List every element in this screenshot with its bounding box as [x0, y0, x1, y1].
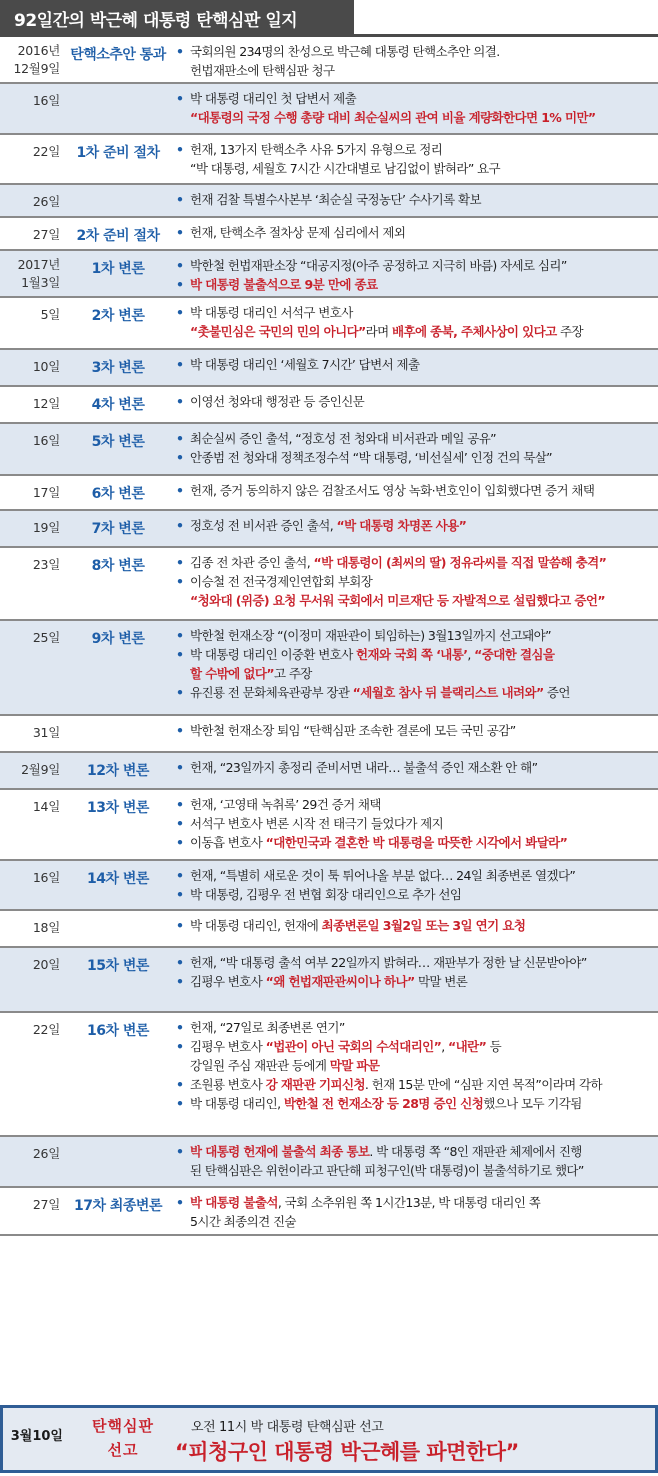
row-items [174, 953, 652, 991]
bullet-icon: • [176, 1077, 184, 1092]
row-date-line: 31일 [32, 725, 60, 740]
row-items [174, 481, 652, 500]
row-date [0, 761, 60, 779]
timeline-row [0, 84, 658, 135]
bullet-icon: • [176, 918, 184, 933]
row-item [174, 1193, 652, 1212]
row-date-line: 26일 [32, 194, 60, 209]
highlight-text: “박 대통령 차명폰 사용” [336, 518, 467, 533]
highlight-text: “중대한 결심을 [474, 647, 555, 662]
highlight-text: “왜 헌법재판관씨이나 하나” [265, 974, 415, 989]
bullet-icon: • [176, 258, 184, 273]
row-date [0, 42, 60, 78]
row-item [174, 1212, 652, 1231]
row-items [174, 190, 652, 209]
timeline-row [0, 387, 658, 424]
row-item [174, 1018, 652, 1037]
row-items [174, 721, 652, 740]
row-item [174, 108, 652, 127]
timeline-row [0, 218, 658, 251]
row-item [174, 429, 652, 448]
item-text: 정호성 전 비서관 증인 출석, [190, 518, 337, 533]
row-stage: 탄핵소추안 통과 [70, 47, 166, 63]
item-text: 박 대통령 대리인 이중환 변호사 [190, 647, 357, 662]
row-date [0, 1196, 60, 1214]
row-date-line: 2월9일 [21, 762, 60, 777]
timeline-row [0, 298, 658, 350]
item-text: 박한철 헌법재판소장 “대공지정(아주 공정하고 지극히 바름) 자세로 심리” [190, 258, 567, 273]
timeline-row [0, 424, 658, 476]
item-text: 박 대통령 대리인 ‘세월호 7시간’ 답변서 제출 [190, 357, 420, 372]
item-text: 했으나 모두 기각됨 [483, 1096, 582, 1111]
item-text: 박한철 헌재소장 퇴임 “탄핵심판 조속한 결론에 모든 국민 공감” [190, 723, 516, 738]
row-date [0, 484, 60, 502]
timeline-row [0, 948, 658, 1013]
row-date [0, 1145, 60, 1163]
row-items [174, 429, 652, 467]
bullet-icon: • [176, 357, 184, 372]
timeline-row [0, 1188, 658, 1236]
page-title: 92일간의 박근혜 대통령 탄핵심판 일지 [14, 11, 298, 31]
item-text: 유진룡 전 문화체육관광부 장관 [190, 685, 353, 700]
bullet-icon: • [176, 431, 184, 446]
row-date [0, 919, 60, 937]
row-date-line: 5일 [40, 307, 60, 322]
row-item [174, 89, 652, 108]
row-date [0, 629, 60, 647]
row-item [174, 553, 652, 572]
item-text: 국회의원 234명의 찬성으로 박근혜 대통령 탄핵소추안 의결. [190, 44, 500, 59]
item-text: 헌재, 탄핵소추 절차상 문제 심리에서 제외 [190, 225, 406, 240]
item-text: 이승철 전 전국경제인연합회 부회장 [190, 574, 373, 589]
row-item [174, 795, 652, 814]
bullet-icon: • [176, 142, 184, 157]
highlight-text: “세월호 참사 뒤 블랙리스트 내려와” [352, 685, 544, 700]
item-text: 이동흡 변호사 [190, 835, 266, 850]
row-items [174, 516, 652, 535]
timeline-row [0, 621, 658, 716]
highlight-text: “청와대 (위증) 요청 무서워 국회에서 미르재단 등 자발적으로 설립했다고 증언” [190, 593, 605, 608]
item-text: 된 탄핵심판은 위헌이라고 판단해 피청구인(박 대통령)이 불출석하기로 했다” [190, 1163, 584, 1178]
highlight-text: “내란” [448, 1039, 487, 1054]
item-text: 헌재, “특별히 새로운 것이 툭 튀어나올 부분 없다… 24일 최종변론 열겠다” [190, 868, 576, 883]
highlight-text: “촛불민심은 국민의 민의 아니다” [190, 324, 366, 339]
highlight-text: “대한민국과 결혼한 박 대통령을 따뜻한 시각에서 봐달라” [265, 835, 568, 850]
row-stage: 14차 변론 [87, 871, 149, 887]
row-items [174, 795, 652, 852]
item-text: 김평우 변호사 [190, 974, 266, 989]
highlight-text: 배후에 종북, 주체사상이 있다고 [392, 324, 557, 339]
row-item [174, 392, 652, 411]
bullet-icon: • [176, 44, 184, 59]
row-item [174, 814, 652, 833]
row-stage: 1차 변론 [91, 261, 145, 277]
row-items [174, 223, 652, 242]
item-text: 김종 전 차관 증인 출석, [190, 555, 314, 570]
timeline-row [0, 511, 658, 548]
row-item [174, 303, 652, 322]
title-bar [0, 0, 658, 34]
item-text: 최순실씨 증인 출석, “정호성 전 청와대 비서관과 메일 공유” [190, 431, 497, 446]
row-date-line: 14일 [32, 799, 60, 814]
row-date [0, 256, 60, 292]
highlight-text: “대통령의 국정 수행 총량 대비 최순실씨의 관여 비율 계량화한다면 1% 미만” [190, 110, 596, 125]
row-date-line: 12월9일 [13, 61, 60, 76]
row-items [174, 89, 652, 127]
row-items [174, 1018, 652, 1113]
bullet-icon: • [176, 277, 184, 292]
bullet-icon: • [176, 835, 184, 850]
bullet-icon: • [176, 305, 184, 320]
row-item [174, 355, 652, 374]
row-item [174, 953, 652, 972]
row-item [174, 916, 652, 935]
row-date-line: 23일 [32, 557, 60, 572]
row-date [0, 798, 60, 816]
final-date: 3월10일 [10, 1429, 63, 1444]
row-date-line: 20일 [32, 957, 60, 972]
bullet-icon: • [176, 483, 184, 498]
row-date [0, 869, 60, 887]
row-date [0, 556, 60, 574]
row-date [0, 306, 60, 324]
row-item [174, 683, 652, 702]
row-date-line: 16일 [32, 870, 60, 885]
row-date [0, 193, 60, 211]
bullet-icon: • [176, 1195, 184, 1210]
row-date [0, 432, 60, 450]
row-stage: 15차 변론 [87, 958, 149, 974]
bullet-icon: • [176, 974, 184, 989]
item-text: 고 주장 [273, 666, 312, 681]
bullet-icon: • [176, 518, 184, 533]
row-item [174, 885, 652, 904]
bullet-icon: • [176, 574, 184, 589]
row-date-line: 27일 [32, 227, 60, 242]
bullet-icon: • [176, 1020, 184, 1035]
row-items [174, 866, 652, 904]
item-text: 헌재, 증거 동의하지 않은 검찰조서도 영상 녹화·변호인이 입회했다면 증거 채택 [190, 483, 595, 498]
row-stage: 6차 변론 [91, 486, 145, 502]
row-items [174, 553, 652, 610]
row-date-line: 19일 [32, 520, 60, 535]
row-item [174, 833, 652, 852]
row-item [174, 1075, 652, 1094]
item-text: 박 대통령 대리인 서석구 변호사 [190, 305, 353, 320]
row-item [174, 190, 652, 209]
item-text: , [467, 647, 475, 662]
item-text: 서석구 변호사 변론 시작 전 태극기 들었다가 제지 [190, 816, 444, 831]
bullet-icon: • [176, 192, 184, 207]
row-item [174, 721, 652, 740]
item-text: 헌재 검찰 특별수사본부 ‘최순실 국정농단’ 수사기록 확보 [190, 192, 481, 207]
highlight-text: 막말 파문 [329, 1058, 380, 1073]
row-item [174, 140, 652, 159]
item-text: 박 대통령 대리인 첫 답변서 제출 [190, 91, 357, 106]
row-items [174, 256, 652, 294]
highlight-text: 박 대통령 헌재에 불출석 최종 통보 [190, 1144, 370, 1159]
timeline-row [0, 135, 658, 185]
row-stage: 3차 변론 [91, 360, 145, 376]
row-item [174, 322, 652, 341]
timeline-row [0, 350, 658, 387]
item-text: 막말 변론 [414, 974, 468, 989]
row-items [174, 140, 652, 178]
row-stage: 9차 변론 [91, 631, 145, 647]
row-stage: 13차 변론 [87, 800, 149, 816]
bullet-icon: • [176, 1096, 184, 1111]
bullet-icon: • [176, 760, 184, 775]
bullet-icon: • [176, 1144, 184, 1159]
row-date-line: 10일 [32, 359, 60, 374]
row-date [0, 519, 60, 537]
item-text: 박 대통령, 김평우 전 변협 회장 대리인으로 추가 선임 [190, 887, 462, 902]
row-items [174, 303, 652, 341]
row-item [174, 1161, 652, 1180]
row-stage: 1차 준비 절차 [76, 145, 160, 161]
timeline-row [0, 1013, 658, 1137]
row-item [174, 591, 652, 610]
row-items [174, 392, 652, 411]
row-item [174, 664, 652, 683]
row-date-line: 17일 [32, 485, 60, 500]
item-text: “박 대통령, 세월호 7시간 시간대별로 남김없이 밝혀라” 요구 [190, 161, 501, 176]
item-text: 헌재, 13가지 탄핵소추 사유 5가지 유형으로 정리 [190, 142, 443, 157]
timeline-row [0, 861, 658, 911]
row-item [174, 866, 652, 885]
final-announcement: 오전 11시 박 대통령 탄핵심판 선고 [191, 1420, 384, 1435]
final-stage-line: 선고 [107, 1441, 139, 1459]
row-date [0, 92, 60, 110]
highlight-text: 박 대통령 불출석 [190, 1195, 278, 1210]
row-items [174, 916, 652, 935]
item-text: 조원룡 변호사 [190, 1077, 266, 1092]
row-stage: 4차 변론 [91, 397, 145, 413]
highlight-text: 박 대통령 불출석으로 9분 만에 종료 [190, 277, 378, 292]
highlight-text: 강 재판관 기피신청 [265, 1077, 365, 1092]
row-date [0, 1021, 60, 1039]
bullet-icon: • [176, 450, 184, 465]
item-text: 박 대통령 대리인, 헌재에 [190, 918, 322, 933]
item-text: 헌법재판소에 탄핵심판 청구 [190, 63, 335, 78]
item-text: , 국회 소추위원 쪽 1시간13분, 박 대통령 대리인 쪽 [277, 1195, 541, 1210]
item-text: 증언 [543, 685, 570, 700]
row-item [174, 572, 652, 591]
bullet-icon: • [176, 647, 184, 662]
highlight-text: 최종변론일 3월2일 또는 3일 연기 요청 [321, 918, 526, 933]
row-item [174, 448, 652, 467]
row-item [174, 1037, 652, 1056]
timeline-row [0, 790, 658, 861]
row-item [174, 516, 652, 535]
row-stage: 7차 변론 [91, 521, 145, 537]
row-items [174, 626, 652, 702]
timeline-row [0, 185, 658, 218]
row-item [174, 972, 652, 991]
bullet-icon: • [176, 887, 184, 902]
item-text: 김평우 변호사 [190, 1039, 266, 1054]
item-text: 주장 [556, 324, 583, 339]
row-date [0, 956, 60, 974]
item-text: 박한철 헌재소장 “(이정미 재판관이 퇴임하는) 3월13일까지 선고돼야” [190, 628, 551, 643]
row-stage: 5차 변론 [91, 434, 145, 450]
timeline-row [0, 548, 658, 621]
item-text: 헌재, “박 대통령 출석 여부 22일까지 밝혀라… 재판부가 정한 날 신문받아야” [190, 955, 587, 970]
row-item [174, 159, 652, 178]
row-date-line: 26일 [32, 1146, 60, 1161]
item-text: 박 대통령 대리인, [190, 1096, 284, 1111]
row-items [174, 1142, 652, 1180]
row-date-line: 22일 [32, 144, 60, 159]
row-item [174, 1142, 652, 1161]
row-date-line: 22일 [32, 1022, 60, 1037]
row-date-line: 2017년 [17, 257, 60, 272]
row-date [0, 724, 60, 742]
row-date-line: 12일 [32, 396, 60, 411]
bullet-icon: • [176, 1039, 184, 1054]
row-date [0, 358, 60, 376]
row-items [174, 42, 652, 80]
timeline-row [0, 251, 658, 298]
bullet-icon: • [176, 225, 184, 240]
timeline-row [0, 753, 658, 790]
row-stage: 12차 변론 [87, 763, 149, 779]
row-stage: 2차 준비 절차 [76, 228, 160, 244]
row-item [174, 626, 652, 645]
item-text: 5시간 최종의견 진술 [190, 1214, 296, 1229]
bullet-icon: • [176, 394, 184, 409]
row-date-line: 27일 [32, 1197, 60, 1212]
final-stage-line: 탄핵심판 [92, 1417, 154, 1435]
timeline-row [0, 716, 658, 753]
final-verdict-quote: “피청구인 대통령 박근혜를 파면한다” [175, 1440, 519, 1464]
row-item [174, 645, 652, 664]
row-date-line: 2016년 [17, 43, 60, 58]
item-text: . 박 대통령 쪽 “8인 재판관 체제에서 진행 [369, 1144, 582, 1159]
bullet-icon: • [176, 723, 184, 738]
item-text: 이영선 청와대 행정관 등 증인신문 [190, 394, 365, 409]
bullet-icon: • [176, 91, 184, 106]
row-item [174, 275, 652, 294]
highlight-text: 헌재와 국회 쪽 ‘내통’ [356, 647, 468, 662]
item-text: 라며 [365, 324, 392, 339]
row-item [174, 223, 652, 242]
item-text: 안종범 전 청와대 정책조정수석 “박 대통령, ‘비선실세’ 인정 건의 묵살” [190, 450, 553, 465]
row-date-line: 1월3일 [21, 275, 60, 290]
final-verdict-row [0, 1405, 658, 1473]
row-date-line: 25일 [32, 630, 60, 645]
timeline-row [0, 37, 658, 84]
highlight-text: 박한철 전 헌재소장 등 28명 증인 신청 [283, 1096, 484, 1111]
row-date-line: 16일 [32, 433, 60, 448]
row-item [174, 1094, 652, 1113]
timeline-row [0, 911, 658, 948]
final-stage [75, 1414, 171, 1462]
row-stage: 17차 최종변론 [74, 1198, 162, 1214]
highlight-text: “법관이 아닌 국회의 수석대리인” [265, 1039, 442, 1054]
row-item [174, 758, 652, 777]
bullet-icon: • [176, 816, 184, 831]
item-text: 헌재, “27일로 최종변론 연기” [190, 1020, 345, 1035]
row-date [0, 143, 60, 161]
item-text: . 헌재 15분 만에 “심판 지연 목적”이라며 각하 [364, 1077, 602, 1092]
item-text: , [441, 1039, 449, 1054]
item-text: 강일원 주심 재판관 등에게 [190, 1058, 330, 1073]
item-text: 헌재, “23일까지 총정리 준비서면 내라… 불출석 증인 재소환 안 해” [190, 760, 538, 775]
row-date [0, 226, 60, 244]
row-items [174, 758, 652, 777]
bullet-icon: • [176, 685, 184, 700]
timeline-row [0, 476, 658, 511]
bullet-icon: • [176, 955, 184, 970]
highlight-text: “박 대통령이 (최씨의 딸) 정유라씨를 직접 말씀해 충격” [313, 555, 607, 570]
row-stage: 16차 변론 [87, 1023, 149, 1039]
bullet-icon: • [176, 628, 184, 643]
timeline-row [0, 1137, 658, 1188]
row-stage: 8차 변론 [91, 558, 145, 574]
item-text: 등 [486, 1039, 502, 1054]
row-date-line: 16일 [32, 93, 60, 108]
row-date [0, 395, 60, 413]
bullet-icon: • [176, 797, 184, 812]
row-date-line: 18일 [32, 920, 60, 935]
bullet-icon: • [176, 868, 184, 883]
item-text: 헌재, ‘고영태 녹취록’ 29건 증거 채택 [190, 797, 381, 812]
row-item [174, 481, 652, 500]
row-items [174, 1193, 652, 1231]
row-item [174, 42, 652, 61]
bullet-icon: • [176, 555, 184, 570]
row-item [174, 1056, 652, 1075]
highlight-text: 할 수밖에 없다” [190, 666, 274, 681]
row-item [174, 256, 652, 275]
row-stage: 2차 변론 [91, 308, 145, 324]
row-item [174, 61, 652, 80]
row-items [174, 355, 652, 374]
